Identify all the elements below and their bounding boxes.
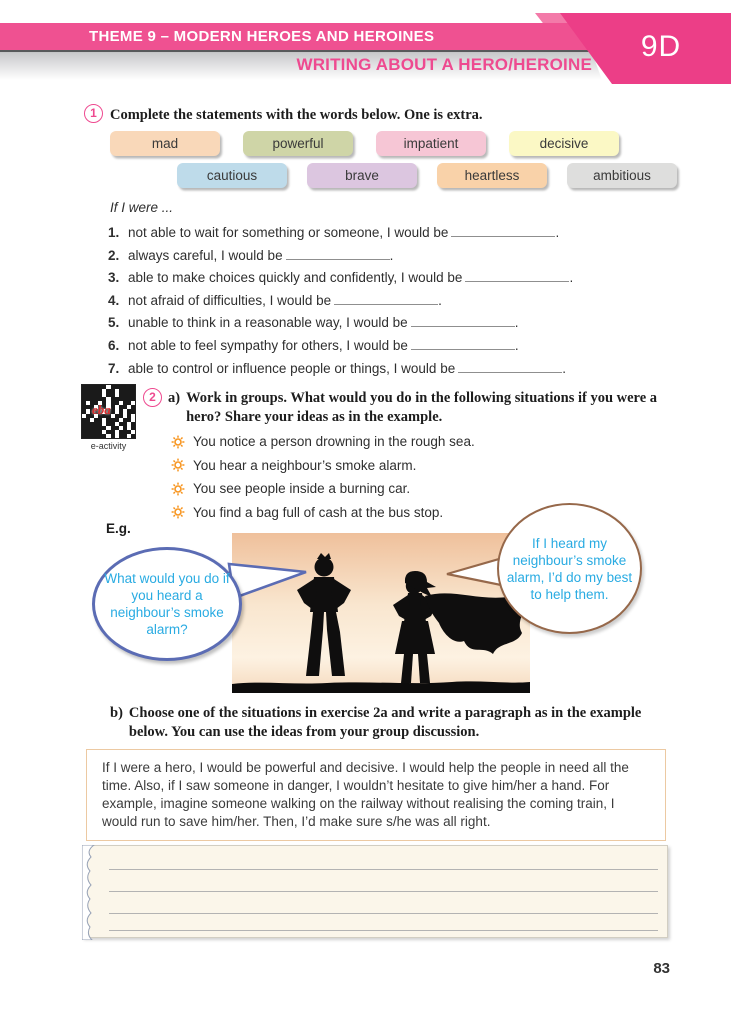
statement-text: not able to wait for something or someone, I would be: [128, 225, 449, 240]
fill-in-blank[interactable]: [458, 361, 562, 373]
statement-item: [108, 338, 698, 353]
fill-in-blank[interactable]: [334, 293, 438, 305]
fill-in-blank[interactable]: [411, 338, 515, 350]
statement-text: able to control or influence people or things, I would be: [128, 360, 456, 376]
statement-period: .: [514, 315, 519, 331]
sun-bullet-icon: [171, 458, 185, 472]
e-activity-qr-code: [82, 385, 135, 438]
qr-caption: e-activity: [90, 441, 127, 451]
statement-list: [108, 225, 698, 383]
statement-text: not afraid of difficulties, I would be: [128, 292, 332, 308]
example-label: E.g.: [106, 521, 131, 536]
statement-item: [108, 293, 698, 308]
statement-text: able to make choices quickly and confidently, I would be: [128, 270, 463, 286]
sun-bullet-icon: [171, 505, 185, 519]
sun-bullet-icon: [171, 482, 185, 496]
statement-number: 3.: [108, 270, 120, 286]
statement-number: 7.: [108, 360, 120, 376]
situation-item: [171, 458, 591, 473]
exercise2a-instruction: Work in groups. What would you do in the following situations if you were a hero? Share your ideas as in the example.: [186, 390, 658, 425]
word-bank-row-2: [177, 163, 677, 188]
exercise2b-instruction: Choose one of the situations in exercise 2a and write a paragraph as in the example below. You can use the ideas from your group discussion.: [128, 705, 642, 740]
statement-number: 6.: [108, 337, 120, 353]
word-bank-item: decisive: [509, 131, 619, 156]
statement-text: unable to think in a reasonable way, I would be: [128, 315, 408, 331]
exercise1-instruction: Complete the statements with the words below. One is extra.: [110, 107, 483, 123]
page-subtitle: WRITING ABOUT A HERO/HEROINE: [296, 55, 592, 74]
exercise1-stem: If I were ...: [110, 200, 174, 215]
statement-item: [108, 225, 698, 240]
statement-text: always careful, I would be: [128, 247, 283, 263]
qr-logo-text: eba: [92, 402, 111, 417]
statement-number: 4.: [108, 292, 120, 308]
exercise2-number-badge: 2: [143, 388, 162, 407]
question-speech-bubble: What would you do if you heard a neighbour’s smoke alarm?: [92, 547, 242, 661]
theme-title: THEME 9 – MODERN HEROES AND HEROINES: [89, 28, 435, 45]
word-bank-item: mad: [110, 131, 220, 156]
situation-text: You hear a neighbour’s smoke alarm.: [193, 457, 417, 473]
statement-period: .: [438, 292, 442, 308]
statement-period: .: [569, 270, 574, 286]
word-bank-item: cautious: [177, 163, 287, 188]
answer-speech-bubble: If I heard my neighbour’s smoke alarm, I’d do my best to help them.: [497, 503, 642, 634]
word-bank-item: heartless: [437, 163, 547, 188]
statement-period: .: [389, 247, 394, 263]
statement-period: .: [562, 360, 566, 376]
writing-area[interactable]: [82, 845, 668, 938]
word-bank-item: impatient: [376, 131, 486, 156]
situation-text: You find a bag full of cash at the bus stop.: [193, 504, 444, 520]
word-bank-item: brave: [307, 163, 417, 188]
exercise2a-label: a): [168, 390, 181, 406]
writing-line[interactable]: [109, 869, 658, 870]
statement-period: .: [555, 225, 560, 240]
unit-code-tab: 9D: [640, 30, 682, 63]
statement-number: 1.: [108, 225, 120, 240]
example-paragraph-box: If I were a hero, I would be powerful and decisive. I would help the people in need all the time. Also, if I saw someone in danger, I wouldn’t hesitate to give him/her a hand. For example, imagine someone walking on the railway without realising the coming train, I would run to save him/her. Then, I’d make sure s/he was all right.: [86, 749, 666, 841]
word-bank-item: ambitious: [567, 163, 677, 188]
sun-bullet-icon: [171, 435, 185, 449]
statement-item: [108, 361, 698, 376]
exercise2b-label: b): [110, 705, 123, 721]
fill-in-blank[interactable]: [465, 270, 569, 282]
writing-line[interactable]: [109, 891, 658, 892]
statement-item: [108, 270, 698, 285]
word-bank-item: powerful: [243, 131, 353, 156]
statement-text: not able to feel sympathy for others, I would be: [128, 337, 408, 353]
situation-item: [171, 481, 591, 496]
writing-line[interactable]: [109, 930, 658, 931]
statement-number: 2.: [108, 247, 120, 263]
situation-text: You see people inside a burning car.: [193, 481, 411, 496]
page-number: 83: [653, 960, 670, 977]
fill-in-blank[interactable]: [451, 225, 555, 237]
exercise1-number-badge: 1: [84, 104, 103, 123]
statement-number: 5.: [108, 315, 120, 331]
statement-item: [108, 248, 698, 263]
word-bank-row-1: [110, 131, 619, 156]
situation-item: [171, 434, 591, 449]
situation-text: You notice a person drowning in the rough sea.: [193, 434, 475, 449]
fill-in-blank[interactable]: [286, 248, 390, 260]
statement-period: .: [514, 337, 519, 353]
writing-line[interactable]: [109, 913, 658, 914]
fill-in-blank[interactable]: [411, 315, 515, 327]
torn-edge-decoration: [82, 845, 98, 940]
statement-item: [108, 315, 698, 330]
